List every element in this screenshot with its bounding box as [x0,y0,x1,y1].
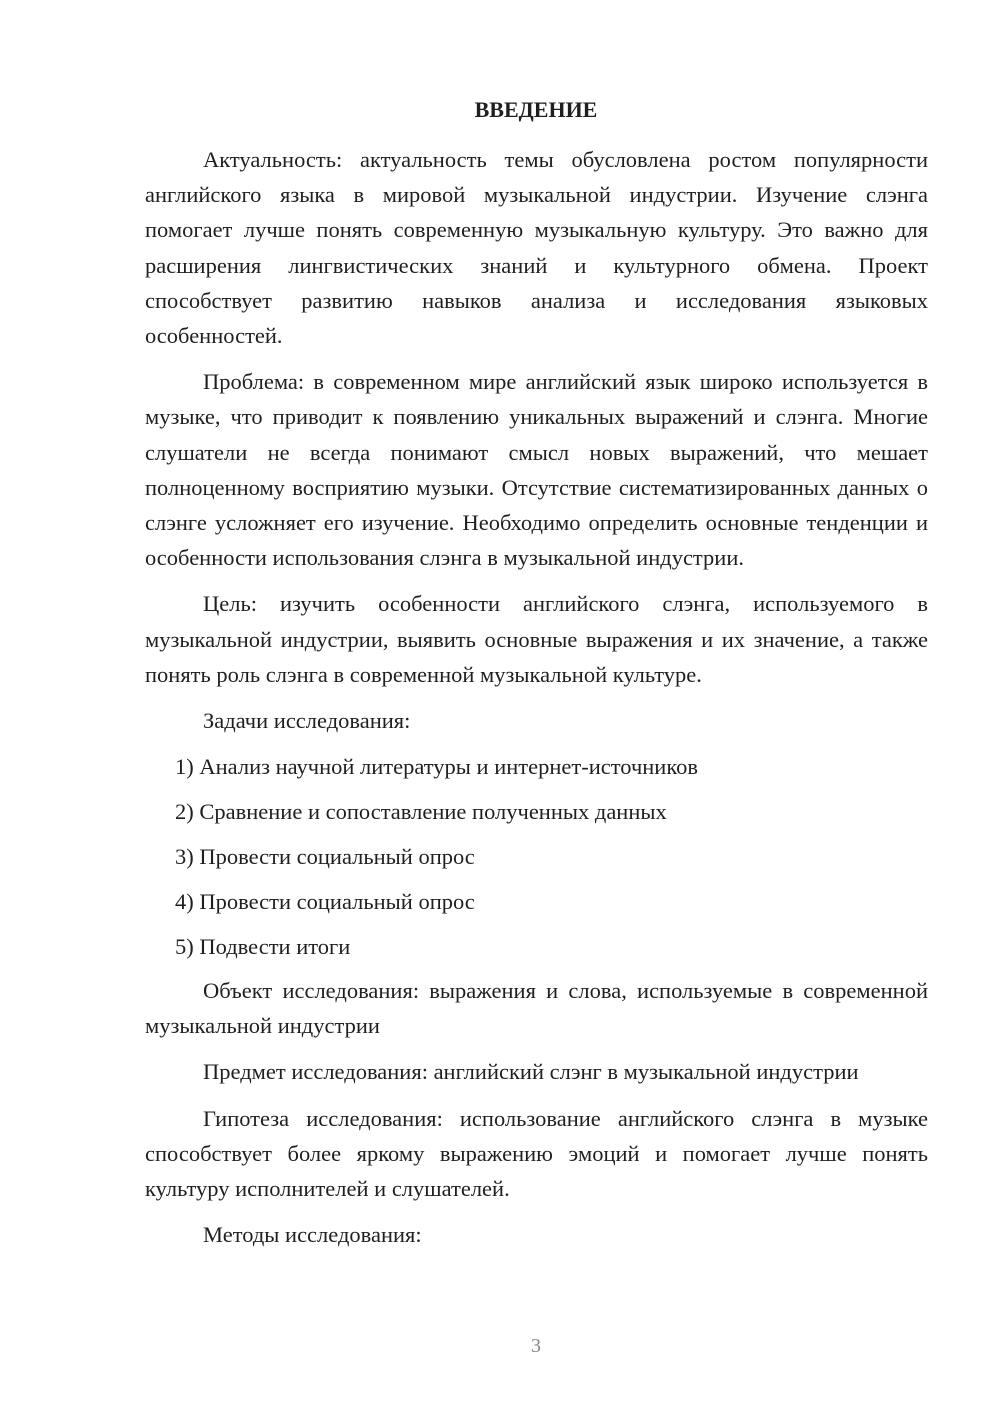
hypothesis-paragraph: Гипотеза исследования: использование английского слэнга в музыке способствует более яркому выражению эмоций и помогает лучше понять культуру исполнителей и слушателей. [145,1105,928,1202]
document-body [145,142,928,1252]
goal-paragraph: Цель: изучить особенности английского слэнга, используемого в музыкальной индустрии, выявить основные выражения и их значение, а также понять роль слэнга в современной музыкальной культуре. [145,591,928,687]
relevance-paragraph: Актуальность: актуальность темы обусловлена ростом популярности английского языка в мировой музыкальной индустрии. Изучение слэнга помогает лучше понять современную музыкальную культуру. Это важно для расширения лингвистических знаний и культурного обмена. Проект способствует развитию навыков анализа и исследования языковых особенностей. [145,147,928,349]
list-item: 5) Подвести итоги [175,933,351,959]
tasks-heading: Задачи исследования: [203,708,411,734]
tasks-list [145,749,928,964]
subject-paragraph: Предмет исследования: английский слэнг в музыкальной индустрии [203,1059,859,1085]
methods-heading: Методы исследования: [203,1222,422,1248]
list-item: 1) Анализ научной литературы и интернет-источников [175,754,699,780]
object-paragraph: Объект исследования: выражения и слова, используемые в современной музыкальной индустрии [145,978,928,1039]
list-item: 2) Сравнение и сопоставление полученных данных [175,799,667,825]
page-title: ВВЕДЕНИЕ [474,97,598,122]
problem-paragraph: Проблема: в современном мире английский язык широко используется в музыке, что приводит к появлению уникальных выражений и слэнга. Многие слушатели не всегда понимают смысл новых выражений, что мешает полноценному восприятию музыки. Отсутствие систематизированных данных о слэнге усложняет его изучение. Необходимо определить основные тенденции и особенности использования слэнга в музыкальной индустрии. [145,369,928,571]
page-number: 3 [531,1335,541,1357]
list-item: 4) Провести социальный опрос [175,888,475,914]
list-item: 3) Провести социальный опрос [175,844,475,870]
